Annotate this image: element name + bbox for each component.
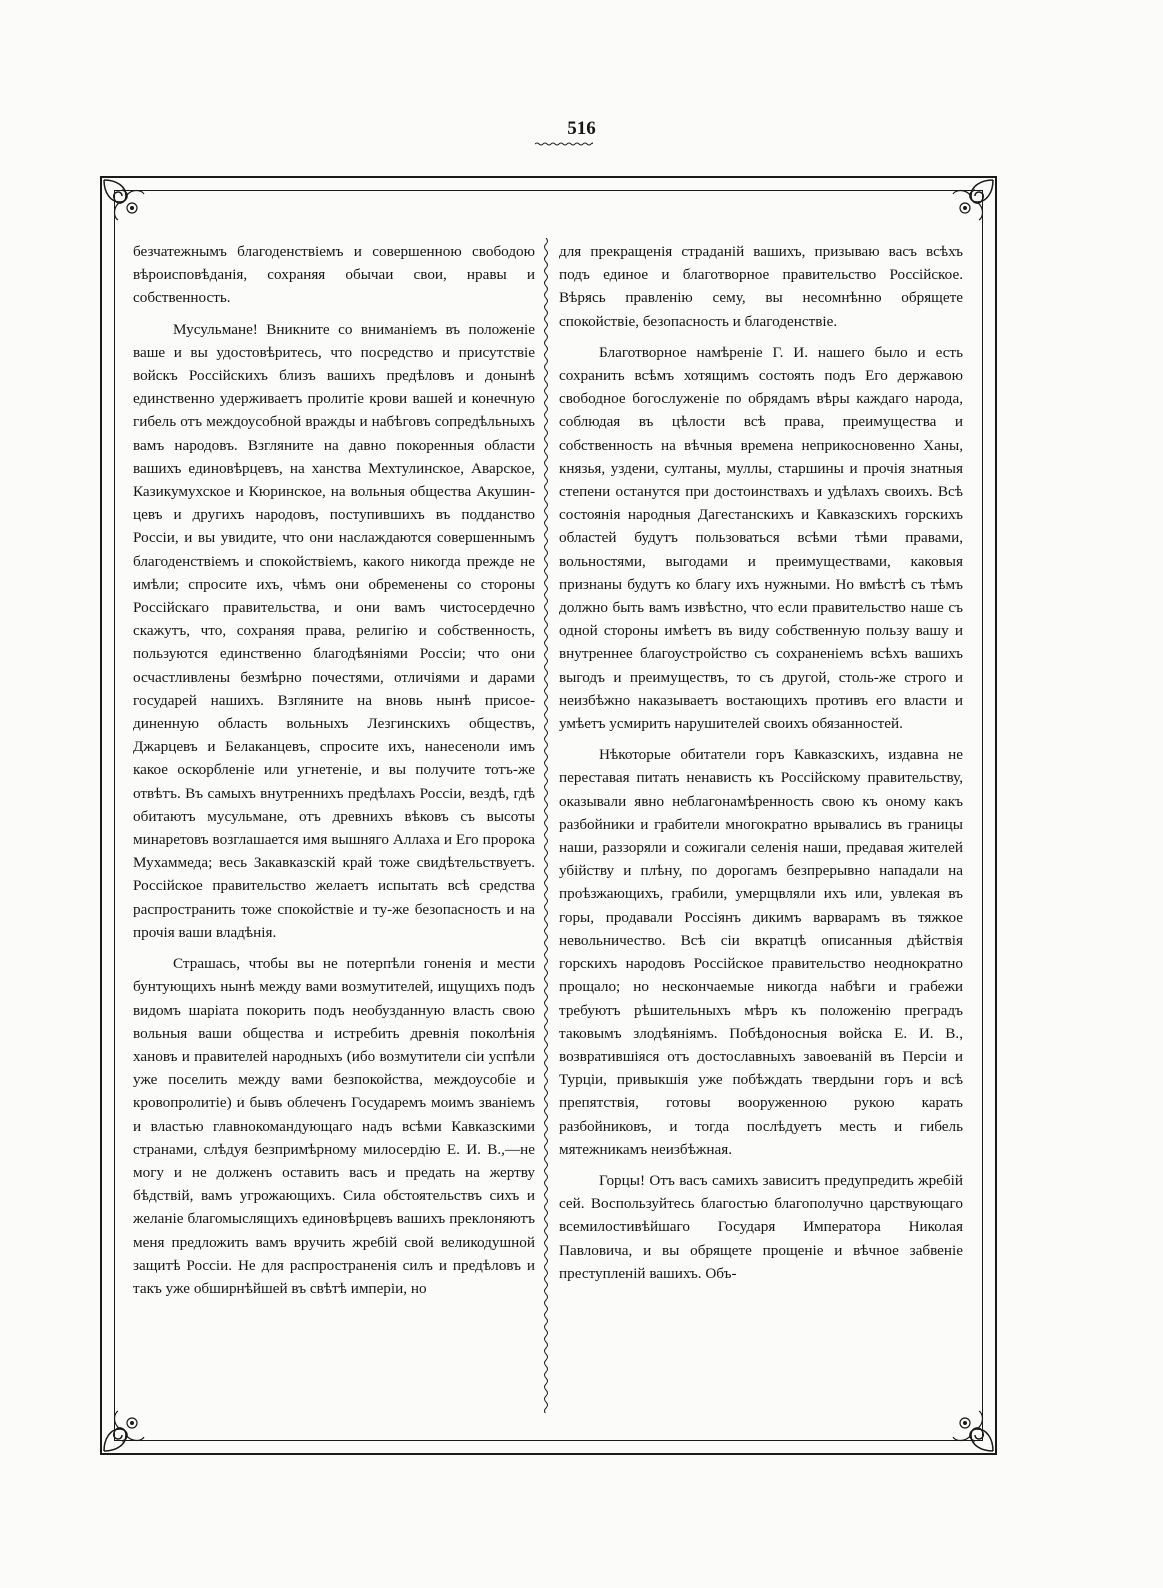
left-text-column (133, 240, 535, 1300)
corner-ornament-top-right (951, 178, 995, 222)
page-number: 516 (567, 118, 596, 139)
corner-ornament-bottom-left (102, 1409, 146, 1453)
paragraph: Страшась, чтобы вы не потерпѣли гоненія и мести бунтующихъ нынѣ между вами возмутителей, ищущихъ подъ видомъ шаріата покорить подъ необузданную власть свою вольныя ваши общества и истребить древнія поколѣнія хановъ и правителей народныхъ (ибо возмутители сіи успѣли уже поселить между вами безпокойства, междоусобіе и кровопролитіе) и бывъ облеченъ Государемъ моимъ званіемъ и властью главнокомандующаго надъ всѣми Кавказскими странами, слѣдуя безпримѣрному милосердію Е. И. В.,—не могу и не долженъ оставить васъ и предать на жертву бѣдствій, вамъ угрожающихъ. Сила обстоятельствъ сихъ и желаніе благомыслящихъ единовѣрцевъ вашихъ преклоняютъ меня предложить вамъ вручить жребій свой великодушной защитѣ Россіи. Не для распространенія силъ и предѣловъ и такъ уже обширнѣйшей въ свѣтѣ имперіи, но (133, 955, 535, 1297)
paragraph: безчатежнымъ благоденствіемъ и совершенною свободою вѣроисповѣданія, сохраняя обычаи свои, нравы и собственность. (133, 243, 535, 307)
column-divider-wavy-rule (541, 238, 551, 1413)
paragraph: Благотворное намѣреніе Г. И. нашего было и есть сохранить всѣмъ хотящимъ состоять подъ Его державою свободное богослуженіе по обрядамъ вѣры каждаго народа, соблюдая въ цѣлости всѣ права, преимущества и собственность на вѣчныя времена неприкосновенно Ханы, князья, уздени, султаны, муллы, старшины и прочія знатныя степени останутся при достоинствахъ и удѣлахъ своихъ. Всѣ состоянія народныя Дагестанскихъ и Кавказскихъ горскихъ областей будутъ пользоваться всѣми тѣми правами, вольностями, выгодами и преимуществами, каковыя признаны будутъ ко благу ихъ нужными. Но вмѣстѣ съ тѣмъ должно быть вамъ извѣстно, что если правительство наше съ одной стороны имѣетъ въ виду собственную пользу вашу и внутреннее благоустройство съ сохраненіемъ всѣхъ вашихъ выгодъ и преимуществъ, то съ другой, столь-же строго и неизбѣжно наказываетъ востающихъ противъ его власти и умѣетъ усмирить нарушителей своихъ обязанностей. (559, 343, 963, 733)
paragraph: для прекращенія страданій вашихъ, призываю васъ всѣхъ подъ единое и благотворное правительство Россійское. Вѣрясь правленію сему, вы несомнѣнно обрящете спокойствіе, безопасность и благоденствіе. (559, 243, 963, 330)
corner-ornament-top-left (102, 178, 146, 222)
right-text-column (559, 240, 963, 1285)
corner-ornament-bottom-right (951, 1409, 995, 1453)
paragraph: Горцы! Отъ васъ самихъ зависитъ предупредить жребій сей. Воспользуйтесь благостью благополучно царствующаго всемилостивѣйшаго Государя Императора Николая Павловича, и вы обрящете прощеніе и вѣчное забвеніе преступленій вашихъ. Объ- (559, 1171, 963, 1282)
paragraph: Нѣкоторые обитатели горъ Кавказскихъ, издавна не переставая питать ненависть къ Россійскому правительству, оказывали явно неблагонамѣренность свою къ оному какъ разбойники и грабители многократно врывались въ границы наши, раззоряли и сожигали селенія наши, предавая жителей убійству и плѣну, по дорогамъ безпрерывно нападали на проѣзжающихъ, грабили, умерщвляли ихъ или, увлекая въ горы, продавали Россіянъ дикимъ варварамъ въ тяжкое невольничество. Всѣ сіи вкратцѣ описанныя дѣйствія горскихъ народовъ Россійское правительство неоднократно прощало; но нескончаемые никогда набѣги и грабежи требуютъ рѣшительныхъ мѣръ къ положенію преградъ таковымъ злодѣяніямъ. Побѣдоносныя войска Е. И. В., возвратившіяся отъ достославныхъ завоеваній въ Персіи и Турціи, привыкшія уже побѣждать твердыни горъ и всѣ препятствія, готовы вооруженною рукою карать разбойниковъ, и тогда послѣдуетъ месть и гибель мятежникамъ неизбѣжная. (559, 746, 963, 1158)
paragraph: Мусульмане! Вникните со вниманіемъ въ положеніе ваше и вы удостовѣритесь, что посредство и присутствіе войскъ Россійскихъ близъ вашихъ предѣловъ и донынѣ единственно удерживаетъ пролитіе крови вашей и конечную гибель отъ междоусобной вражды и набѣговъ сопредѣльныхъ вамъ народовъ. Взгляните на давно покоренныя области вашихъ единовѣрцевъ, на ханства Мехтулинское, Аварское, Казикумухское и Кюринское, на вольныя общества Акушинцевъ и другихъ народовъ, поступившихъ въ подданство Россіи, и вы увидите, что они наслаждаются совершеннымъ благоденствіемъ и спокойствіемъ, какого никогда прежде не имѣли; спросите ихъ, чѣмъ они обременены со стороны Россійскаго правительства, и они вамъ чистосердечно скажутъ, что, сохраняя права, религію и собственность, пользуются единственно благодѣяніями Россіи; что они осчастливлены безмѣрно почестями, отличіями и дарами государей нашихъ. Взгляните на вновь нынѣ присоединенную область вольныхъ Лезгинскихъ обществъ, Джарцевъ и Белаканцевъ, спросите ихъ, нанесеноли имъ какое оскорбленіе или угнетеніе, и вы получите тотъ-же отвѣтъ. Въ самыхъ внутреннихъ предѣлахъ Россіи, вездѣ, гдѣ обитаютъ мусульмане, отъ древнихъ вѣковъ съ высоты минаретовъ возглашается имя вышняго Аллаха и Его пророка Мухаммеда; весь Закавказскій край тоже свидѣтельствуетъ. Россійское правительство желаетъ испытать всѣ средства распространить тоже спокойствіе и ту-же безопасность и на прочія ваши владѣнія. (133, 320, 535, 941)
page-number-ornament (535, 142, 593, 146)
